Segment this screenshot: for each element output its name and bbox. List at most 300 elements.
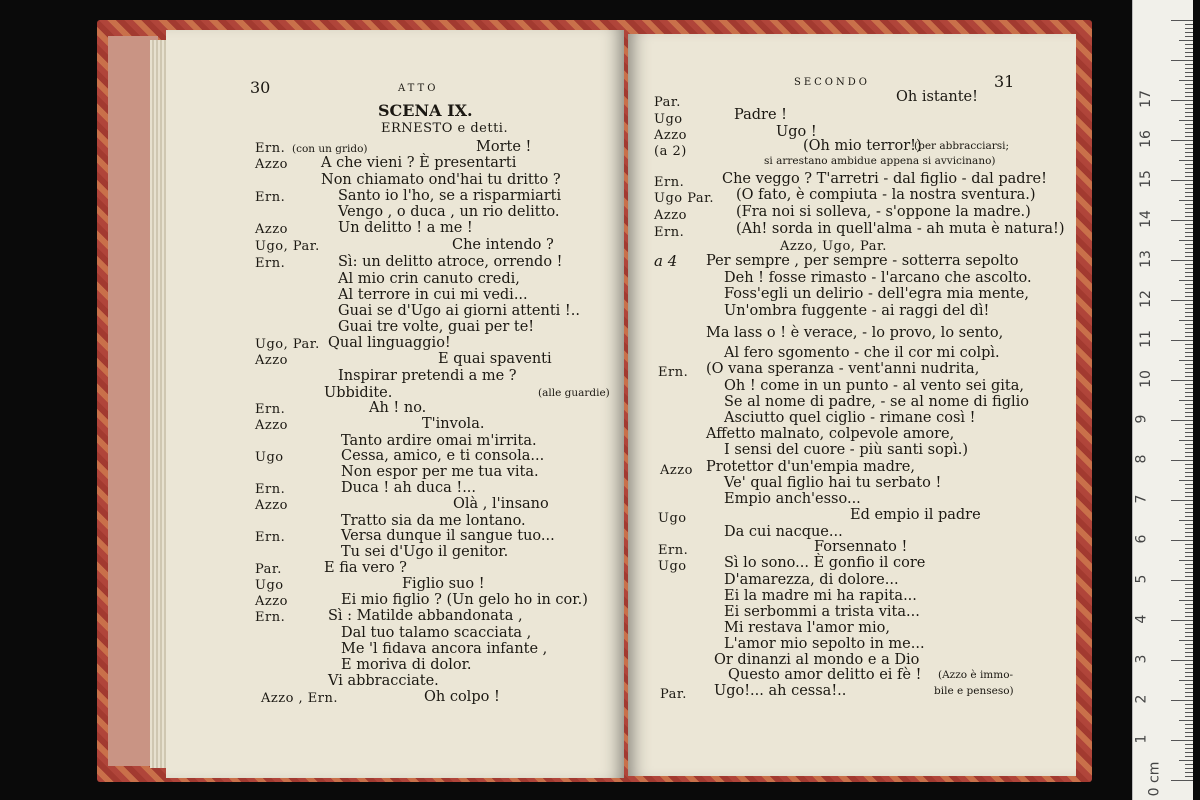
page-number: 31	[994, 72, 1015, 91]
speaker: Azzo	[255, 498, 288, 513]
ruler-label: 10	[1137, 370, 1154, 388]
verse-line: Per sempre , per sempre - sotterra sepolto	[706, 253, 1019, 269]
ruler-tick	[1185, 396, 1193, 397]
verse-line: (Ah! sorda in quell'alma - ah muta è natura!)	[736, 221, 1065, 237]
verse-line: Non espor per me tua vita.	[341, 464, 539, 480]
verse-line: Mi restava l'amor mio,	[724, 620, 890, 636]
ruler-label: 16	[1137, 130, 1154, 148]
ruler-tick	[1185, 352, 1193, 353]
ruler-tick	[1185, 428, 1193, 429]
verse-line: Dal tuo talamo scacciata ,	[341, 625, 532, 641]
ruler-label: 8	[1133, 454, 1150, 464]
verse-line: (O fato, è compiuta - la nostra sventura.)	[736, 187, 1036, 203]
ruler-tick	[1185, 676, 1193, 677]
stage-direction: (con un grido)	[292, 143, 368, 155]
speaker: Ugo	[658, 559, 687, 574]
ruler-tick	[1185, 716, 1193, 717]
ruler-label: 13	[1137, 250, 1154, 268]
speaker: Par.	[660, 687, 687, 702]
speaker: Ern.	[654, 225, 685, 240]
verse-line: Ed empio il padre	[850, 507, 981, 523]
ruler-tick	[1185, 488, 1193, 489]
ruler-tick	[1185, 644, 1193, 645]
ruler-tick	[1185, 544, 1193, 545]
ruler-tick	[1171, 500, 1193, 501]
speaker: Azzo	[660, 463, 693, 478]
ruler-tick	[1185, 728, 1193, 729]
ruler-tick	[1185, 684, 1193, 685]
right-page	[628, 34, 1076, 776]
verse-line: Un'ombra fuggente - ai raggi del dì!	[724, 303, 990, 319]
verse-line: Sì : Matilde abbandonata ,	[328, 608, 523, 624]
ruler-label: 7	[1133, 494, 1150, 504]
speaker: Azzo	[654, 128, 687, 143]
speaker: Azzo	[255, 353, 288, 368]
ruler-tick	[1185, 392, 1193, 393]
verse-line: Tanto ardire omai m'irrita.	[341, 433, 537, 449]
verse-line: E fia vero ?	[324, 560, 407, 576]
speaker: Ern.	[255, 402, 286, 417]
ruler-tick	[1185, 56, 1193, 57]
verse-line: Sì lo sono... È gonfio il core	[724, 555, 926, 571]
speaker: Azzo	[255, 222, 288, 237]
ruler-tick	[1171, 660, 1193, 661]
left-page	[166, 30, 624, 778]
running-head: ATTO	[398, 83, 439, 94]
ruler-tick	[1185, 72, 1193, 73]
verse-line: Oh istante!	[896, 89, 978, 105]
ruler-tick	[1185, 568, 1193, 569]
ruler-tick	[1185, 264, 1193, 265]
ruler-tick	[1185, 752, 1193, 753]
ruler-tick	[1185, 164, 1193, 165]
ruler-tick	[1185, 492, 1193, 493]
ruler-tick	[1185, 92, 1193, 93]
scene-cast: ERNESTO e detti.	[381, 121, 509, 136]
speaker: Ern.	[654, 175, 685, 190]
ruler-tick	[1171, 420, 1193, 421]
ruler-tick	[1185, 652, 1193, 653]
ruler-tick	[1185, 532, 1193, 533]
ruler-tick	[1179, 40, 1193, 41]
verse-line: A che vieni ? È presentarti	[321, 155, 517, 171]
ruler-tick	[1179, 200, 1193, 201]
ruler-label: 3	[1133, 654, 1150, 664]
ruler-tick	[1185, 664, 1193, 665]
ruler-tick	[1185, 356, 1193, 357]
ruler-tick	[1179, 760, 1193, 761]
verse-line: I sensi del cuore - più santi sopì.)	[724, 442, 969, 458]
ruler-tick	[1185, 468, 1193, 469]
ruler-tick	[1185, 188, 1193, 189]
verse-line: Vengo , o duca , un rio delitto.	[338, 204, 560, 220]
stage-direction: bile e penseso)	[934, 685, 1014, 697]
verse-line: Olà , l'insano	[453, 496, 549, 512]
speaker: Azzo	[654, 208, 687, 223]
ruler-tick	[1171, 260, 1193, 261]
ruler-tick	[1185, 552, 1193, 553]
ruler-tick	[1185, 32, 1193, 33]
ruler-tick	[1185, 248, 1193, 249]
ruler-tick	[1185, 368, 1193, 369]
ruler-tick	[1171, 180, 1193, 181]
ruler-tick	[1185, 424, 1193, 425]
verse-line: Ubbidite.	[324, 385, 393, 401]
ruler-tick	[1185, 772, 1193, 773]
verse-line: E moriva di dolor.	[341, 657, 472, 673]
ruler-tick	[1185, 404, 1193, 405]
ruler-tick	[1185, 732, 1193, 733]
verse-line: Qual linguaggio!	[328, 335, 451, 351]
ruler-tick	[1185, 64, 1193, 65]
ruler-tick	[1185, 764, 1193, 765]
ruler-tick	[1179, 600, 1193, 601]
ruler-tick	[1185, 564, 1193, 565]
ruler-tick	[1171, 340, 1193, 341]
speaker: Ugo	[658, 511, 687, 526]
ruler-tick	[1185, 736, 1193, 737]
ruler-tick	[1185, 444, 1193, 445]
ruler-tick	[1179, 120, 1193, 121]
ruler-tick	[1185, 304, 1193, 305]
verse-line: Al mio crin canuto credi,	[338, 271, 520, 287]
ruler-tick	[1185, 28, 1193, 29]
ruler-tick	[1185, 104, 1193, 105]
verse-line: (O vana speranza - vent'anni nudrita,	[706, 361, 980, 377]
ruler-tick	[1171, 380, 1193, 381]
verse-line: Ei la madre mi ha rapita...	[724, 588, 917, 604]
ruler-tick	[1171, 700, 1193, 701]
speaker: Ern.	[255, 141, 286, 156]
ruler-tick	[1171, 140, 1193, 141]
verse-line: Sì: un delitto atroce, orrendo !	[338, 254, 563, 270]
speaker: Ugo, Par.	[255, 239, 320, 254]
verse-line: Empio anch'esso...	[724, 491, 861, 507]
ruler-tick	[1185, 668, 1193, 669]
ruler-label: 2	[1133, 694, 1150, 704]
ruler-tick	[1185, 96, 1193, 97]
ruler-tick	[1185, 212, 1193, 213]
verse-line: Ah ! no.	[369, 400, 427, 416]
speaker: Ern.	[255, 256, 286, 271]
ruler-tick	[1185, 384, 1193, 385]
ruler-tick	[1185, 724, 1193, 725]
ruler-tick	[1179, 520, 1193, 521]
ruler-tick	[1179, 80, 1193, 81]
ruler-tick	[1185, 496, 1193, 497]
verse-line: Che veggo ? T'arretri - dal figlio - dal padre!	[722, 171, 1047, 187]
ruler-tick	[1185, 312, 1193, 313]
verse-line: Che intendo ?	[452, 237, 554, 253]
ruler-tick	[1185, 232, 1193, 233]
verse-line: Ve' qual figlio hai tu serbato !	[724, 475, 942, 491]
ruler-tick	[1185, 196, 1193, 197]
ruler-label: 17	[1137, 90, 1154, 108]
ruler-tick	[1171, 100, 1193, 101]
ruler-tick	[1185, 324, 1193, 325]
ruler-tick	[1185, 124, 1193, 125]
ruler-tick	[1185, 464, 1193, 465]
ruler-tick	[1185, 472, 1193, 473]
ruler-tick	[1185, 268, 1193, 269]
verse-line: Morte !	[476, 139, 532, 155]
ruler-tick	[1171, 780, 1193, 781]
ruler-tick	[1185, 84, 1193, 85]
ruler-tick	[1185, 316, 1193, 317]
ruler-tick	[1185, 692, 1193, 693]
verse-line: E quai spaventi	[438, 351, 552, 367]
ruler-label: 1	[1133, 734, 1150, 744]
ruler-label: 14	[1137, 210, 1154, 228]
verse-line: Protettor d'un'empia madre,	[706, 459, 915, 475]
verse-line: Ei mio figlio ? (Un gelo ho in cor.)	[341, 592, 588, 608]
ruler-tick	[1185, 408, 1193, 409]
ruler-tick	[1185, 436, 1193, 437]
ruler-tick	[1179, 400, 1193, 401]
verse-line: Non chiamato ond'hai tu dritto ?	[321, 172, 561, 188]
verse-line: Oh ! come in un punto - al vento sei gita,	[724, 378, 1025, 394]
stage-direction: (alle guardie)	[538, 387, 610, 399]
verse-line: Da cui nacque...	[724, 524, 843, 540]
ruler-tick	[1179, 280, 1193, 281]
stage-direction: (Azzo è immo-	[938, 669, 1014, 681]
ruler-tick	[1185, 712, 1193, 713]
ruler-tick	[1185, 328, 1193, 329]
ruler-tick	[1185, 584, 1193, 585]
verse-line: Ugo !	[776, 124, 817, 140]
ruler-tick	[1185, 44, 1193, 45]
verse-line: Figlio suo !	[402, 576, 485, 592]
ruler-tick	[1179, 640, 1193, 641]
ruler-label: 11	[1137, 330, 1154, 348]
ruler-tick	[1185, 52, 1193, 53]
ruler-tick	[1171, 540, 1193, 541]
ruler-label: 9	[1133, 414, 1150, 424]
ruler-tick	[1185, 176, 1193, 177]
ruler-tick	[1185, 608, 1193, 609]
ruler-tick	[1185, 416, 1193, 417]
ruler-tick	[1185, 748, 1193, 749]
ruler-tick	[1185, 616, 1193, 617]
verse-line: Or dinanzi al mondo e a Dio	[714, 652, 920, 668]
speaker: Ugo	[255, 450, 284, 465]
verse-line: Un delitto ! a me !	[338, 220, 473, 236]
ruler-tick	[1185, 624, 1193, 625]
ruler-tick	[1185, 612, 1193, 613]
verse-line: Foss'egli un delirio - dell'egra mia mente,	[724, 286, 1029, 302]
ruler-tick	[1185, 688, 1193, 689]
ruler-tick	[1185, 76, 1193, 77]
ruler-tick	[1171, 740, 1193, 741]
ruler-tick	[1171, 20, 1193, 21]
speaker: Ern.	[255, 610, 286, 625]
ruler-label: 6	[1133, 534, 1150, 544]
verse-line: Cessa, amico, e ti consola...	[341, 448, 545, 464]
ruler-tick	[1179, 680, 1193, 681]
ruler-tick	[1185, 412, 1193, 413]
ruler-tick	[1185, 228, 1193, 229]
ruler-tick	[1185, 128, 1193, 129]
ruler-tick	[1185, 136, 1193, 137]
ruler-tick	[1179, 360, 1193, 361]
ruler-tick	[1185, 696, 1193, 697]
stage-direction: (per abbracciarsi;	[914, 140, 1010, 152]
ruler-label: 4	[1133, 614, 1150, 624]
ruler-tick	[1171, 580, 1193, 581]
ruler-tick	[1171, 460, 1193, 461]
ruler-label: 12	[1137, 290, 1154, 308]
ruler-tick	[1185, 672, 1193, 673]
ruler-tick	[1185, 132, 1193, 133]
ruler-tick	[1185, 168, 1193, 169]
ruler-tick	[1185, 364, 1193, 365]
ruler-tick	[1185, 284, 1193, 285]
speaker: Ugo	[255, 578, 284, 593]
ruler-tick	[1185, 704, 1193, 705]
ruler-tick	[1185, 388, 1193, 389]
ruler-tick	[1185, 504, 1193, 505]
ruler-tick	[1185, 596, 1193, 597]
ruler-tick	[1185, 516, 1193, 517]
ruler-tick	[1185, 252, 1193, 253]
ruler-tick	[1179, 440, 1193, 441]
speaker: a 4	[654, 252, 678, 270]
ruler-tick	[1185, 632, 1193, 633]
ruler-tick	[1185, 144, 1193, 145]
verse-line: Asciutto quel ciglio - rimane così !	[724, 410, 976, 426]
ruler-tick	[1185, 452, 1193, 453]
ruler-tick	[1185, 332, 1193, 333]
verse-line: Se al nome di padre, - se al nome di figlio	[724, 394, 1030, 410]
ruler-tick	[1185, 308, 1193, 309]
ruler-tick	[1171, 220, 1193, 221]
speaker: (a 2)	[654, 144, 687, 159]
ruler-tick	[1185, 576, 1193, 577]
ruler-tick	[1179, 320, 1193, 321]
ruler-tick	[1185, 184, 1193, 185]
verse-line: Guai se d'Ugo ai giorni attenti !..	[338, 303, 580, 319]
running-head: SECONDO	[794, 77, 870, 88]
verse-line: Guai tre volte, guai per te!	[338, 319, 535, 335]
ruler-tick	[1185, 372, 1193, 373]
ruler-tick	[1185, 548, 1193, 549]
ruler-tick	[1185, 152, 1193, 153]
ruler-tick	[1185, 192, 1193, 193]
verse-line: Tu sei d'Ugo il genitor.	[341, 544, 509, 560]
ruler-tick	[1185, 156, 1193, 157]
ruler-tick	[1185, 216, 1193, 217]
ruler-tick	[1171, 60, 1193, 61]
speaker: Ern.	[255, 190, 286, 205]
verse-line: Duca ! ah duca !...	[341, 480, 477, 496]
verse-line: T'invola.	[422, 416, 485, 432]
ruler-tick	[1179, 560, 1193, 561]
speaker: Ern.	[658, 543, 689, 558]
ruler-tick	[1185, 512, 1193, 513]
speaker: Ugo	[654, 112, 683, 127]
ruler-tick	[1185, 116, 1193, 117]
speaker: Ern.	[658, 365, 689, 380]
ruler-tick	[1185, 148, 1193, 149]
speaker: Ugo Par.	[654, 191, 715, 206]
ruler-tick	[1185, 648, 1193, 649]
ruler-tick	[1185, 528, 1193, 529]
ruler-tick	[1185, 244, 1193, 245]
verse-line: Affetto malnato, colpevole amore,	[706, 426, 955, 442]
ruler-tick	[1185, 588, 1193, 589]
ruler-tick	[1185, 108, 1193, 109]
verse-line: Forsennato !	[814, 539, 908, 555]
ruler-tick	[1185, 296, 1193, 297]
ruler-tick	[1185, 476, 1193, 477]
verse-line: Vi abbracciate.	[328, 673, 439, 689]
speaker: Ern.	[255, 482, 286, 497]
ruler-tick	[1179, 160, 1193, 161]
verse-line: (Fra noi si solleva, - s'oppone la madre.)	[736, 204, 1031, 220]
verse-line: Al terrore in cui mi vedi...	[338, 287, 528, 303]
ruler-tick	[1185, 744, 1193, 745]
verse-line: Santo io l'ho, se a risparmiarti	[338, 188, 562, 204]
ruler-tick	[1185, 88, 1193, 89]
ruler-tick	[1185, 756, 1193, 757]
verse-line: (Oh mio terror!)	[803, 138, 922, 154]
scene-title: SCENA IX.	[378, 101, 473, 120]
verse-line: Versa dunque il sangue tuo...	[341, 528, 555, 544]
ruler-tick	[1185, 448, 1193, 449]
ruler-tick	[1185, 24, 1193, 25]
ruler-tick	[1185, 288, 1193, 289]
verse-line: Padre !	[734, 107, 787, 123]
cast-line: Azzo, Ugo, Par.	[780, 239, 887, 254]
verse-line: Questo amor delitto ei fè !	[728, 667, 922, 683]
ruler-label: 15	[1137, 170, 1154, 188]
ruler-tick	[1185, 484, 1193, 485]
ruler-tick	[1171, 620, 1193, 621]
ruler-tick	[1185, 628, 1193, 629]
verse-line: Inspirar pretendi a me ?	[338, 368, 517, 384]
ruler-tick	[1185, 768, 1193, 769]
ruler-tick	[1185, 776, 1193, 777]
stage-direction: si arrestano ambidue appena si avvicinano)	[764, 155, 996, 167]
ruler-label: 0 cm	[1146, 761, 1163, 797]
verse-line: L'amor mio sepolto in me...	[724, 636, 925, 652]
speaker: Azzo , Ern.	[261, 691, 339, 706]
verse-line: Me 'l fidava ancora infante ,	[341, 641, 548, 657]
ruler-tick	[1185, 344, 1193, 345]
ruler-tick	[1179, 720, 1193, 721]
ruler-tick	[1185, 604, 1193, 605]
verse-line: Tratto sia da me lontano.	[341, 513, 526, 529]
ruler-tick	[1185, 636, 1193, 637]
speaker: Azzo	[255, 418, 288, 433]
ruler-tick	[1171, 300, 1193, 301]
ruler-tick	[1185, 456, 1193, 457]
ruler-tick	[1185, 508, 1193, 509]
ruler-tick	[1185, 292, 1193, 293]
ruler-tick	[1185, 708, 1193, 709]
ruler-tick	[1185, 276, 1193, 277]
ruler-tick	[1185, 272, 1193, 273]
ruler-tick	[1185, 536, 1193, 537]
ruler-tick	[1185, 224, 1193, 225]
ruler-tick	[1185, 68, 1193, 69]
speaker: Ern.	[255, 530, 286, 545]
ruler-tick	[1185, 656, 1193, 657]
speaker: Ugo, Par.	[255, 337, 320, 352]
ruler-tick	[1185, 204, 1193, 205]
ruler-tick	[1185, 592, 1193, 593]
ruler-tick	[1185, 36, 1193, 37]
